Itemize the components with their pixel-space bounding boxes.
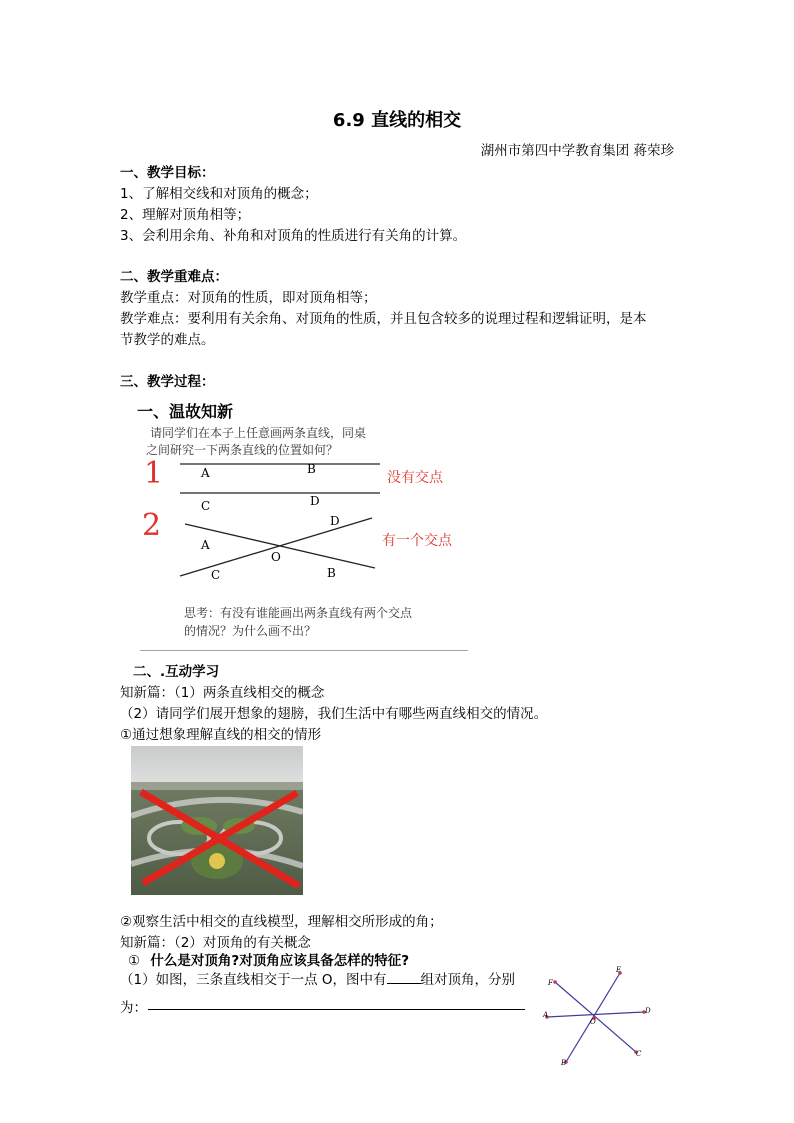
concept-line-1: 知新篇：（1）两条直线相交的概念 [120, 685, 325, 701]
page-title: 6.9 直线的相交 [332, 110, 462, 131]
concept-line-4: ②观察生活中相交的直线模型，理解相交所形成的角； [120, 914, 443, 930]
concept-line-3: ①通过想象理解直线的相交的情形 [120, 727, 322, 743]
difficult-point-2: 节教学的难点。 [120, 332, 215, 348]
key-point: 教学重点：对顶角的性质，即对顶角相等； [120, 290, 377, 306]
concept-line-5: 知新篇：（2）对顶角的有关概念 [120, 935, 311, 951]
point-label-a2: A [201, 538, 210, 552]
fig-label-d: D [645, 1007, 651, 1015]
line-fc [555, 982, 636, 1052]
question-text: 什么是对顶角?对顶角应该具备怎样的特征? [150, 953, 410, 969]
point-label-b2: B [327, 566, 336, 580]
fig-label-o: O [590, 1018, 596, 1026]
exercise-text-a: （1）如图，三条直线相交于一点 O，图中有 [120, 972, 387, 988]
think-question-2: 的情况？为什么画不出？ [184, 624, 317, 638]
fig-label-e: E [616, 966, 622, 974]
slide-heading: 一、温故知新 [137, 402, 234, 421]
objective-1: 1、了解相交线和对顶角的概念； [120, 186, 318, 202]
interchange-photo [131, 746, 303, 895]
slide-intro-2: 之间研究一下两条直线的位置如何？ [146, 443, 339, 457]
fig-label-b: B [561, 1059, 567, 1067]
fig-label-a: A [543, 1011, 549, 1019]
process-heading: 三、教学过程： [120, 374, 215, 390]
answer-blank[interactable] [148, 1009, 525, 1010]
blank-count[interactable] [387, 970, 421, 984]
point-label-c1: C [201, 499, 211, 513]
point-label-a1: A [201, 466, 210, 480]
exercise-line-1 [120, 968, 515, 988]
exercise-line-2 [120, 996, 147, 1016]
key-points-heading: 二、教学重难点： [120, 269, 228, 285]
slide-divider [140, 650, 468, 651]
think-question-1: 思考：有没有谁能画出两条直线有两个交点 [184, 606, 413, 620]
exercise-text-b: 组对顶角，分别 [420, 972, 516, 988]
point-label-b1: B [307, 462, 316, 476]
concept-line-2: （2）请同学们展开想象的翅膀，我们生活中有哪些两直线相交的情况。 [120, 706, 548, 722]
slide-intro-1: 请同学们在本子上任意画两条直线，同桌 [150, 426, 367, 440]
case-1-number: 1 [144, 456, 164, 491]
objective-2: 2、理解对顶角相等； [120, 207, 251, 223]
fig-label-f: F [548, 979, 553, 987]
question-number: ① [128, 953, 141, 969]
interactive-heading: 二、.互动学习 [133, 664, 220, 680]
exercise-answer-label: 为： [120, 1000, 147, 1016]
case-1-label: 没有交点 [387, 470, 443, 486]
case-2-number: 2 [142, 508, 162, 543]
case-2-label: 有一个交点 [382, 533, 452, 549]
point-label-o: O [271, 550, 281, 564]
difficult-point-1: 教学难点：要利用有关余角、对顶角的性质，并且包含较多的说理过程和逻辑证明，是本 [120, 311, 647, 327]
author-line: 湖州市第四中学教育集团 蒋荣珍 [480, 143, 674, 159]
objective-3: 3、会利用余角、补角和对顶角的性质进行有关角的计算。 [120, 228, 467, 244]
fig-label-c: C [636, 1050, 642, 1058]
question-heading [128, 949, 409, 969]
objectives-heading: 一、教学目标： [120, 165, 215, 181]
point-label-c2: C [211, 568, 221, 582]
point-label-d1: D [310, 494, 320, 508]
point-label-d2: D [330, 514, 340, 528]
